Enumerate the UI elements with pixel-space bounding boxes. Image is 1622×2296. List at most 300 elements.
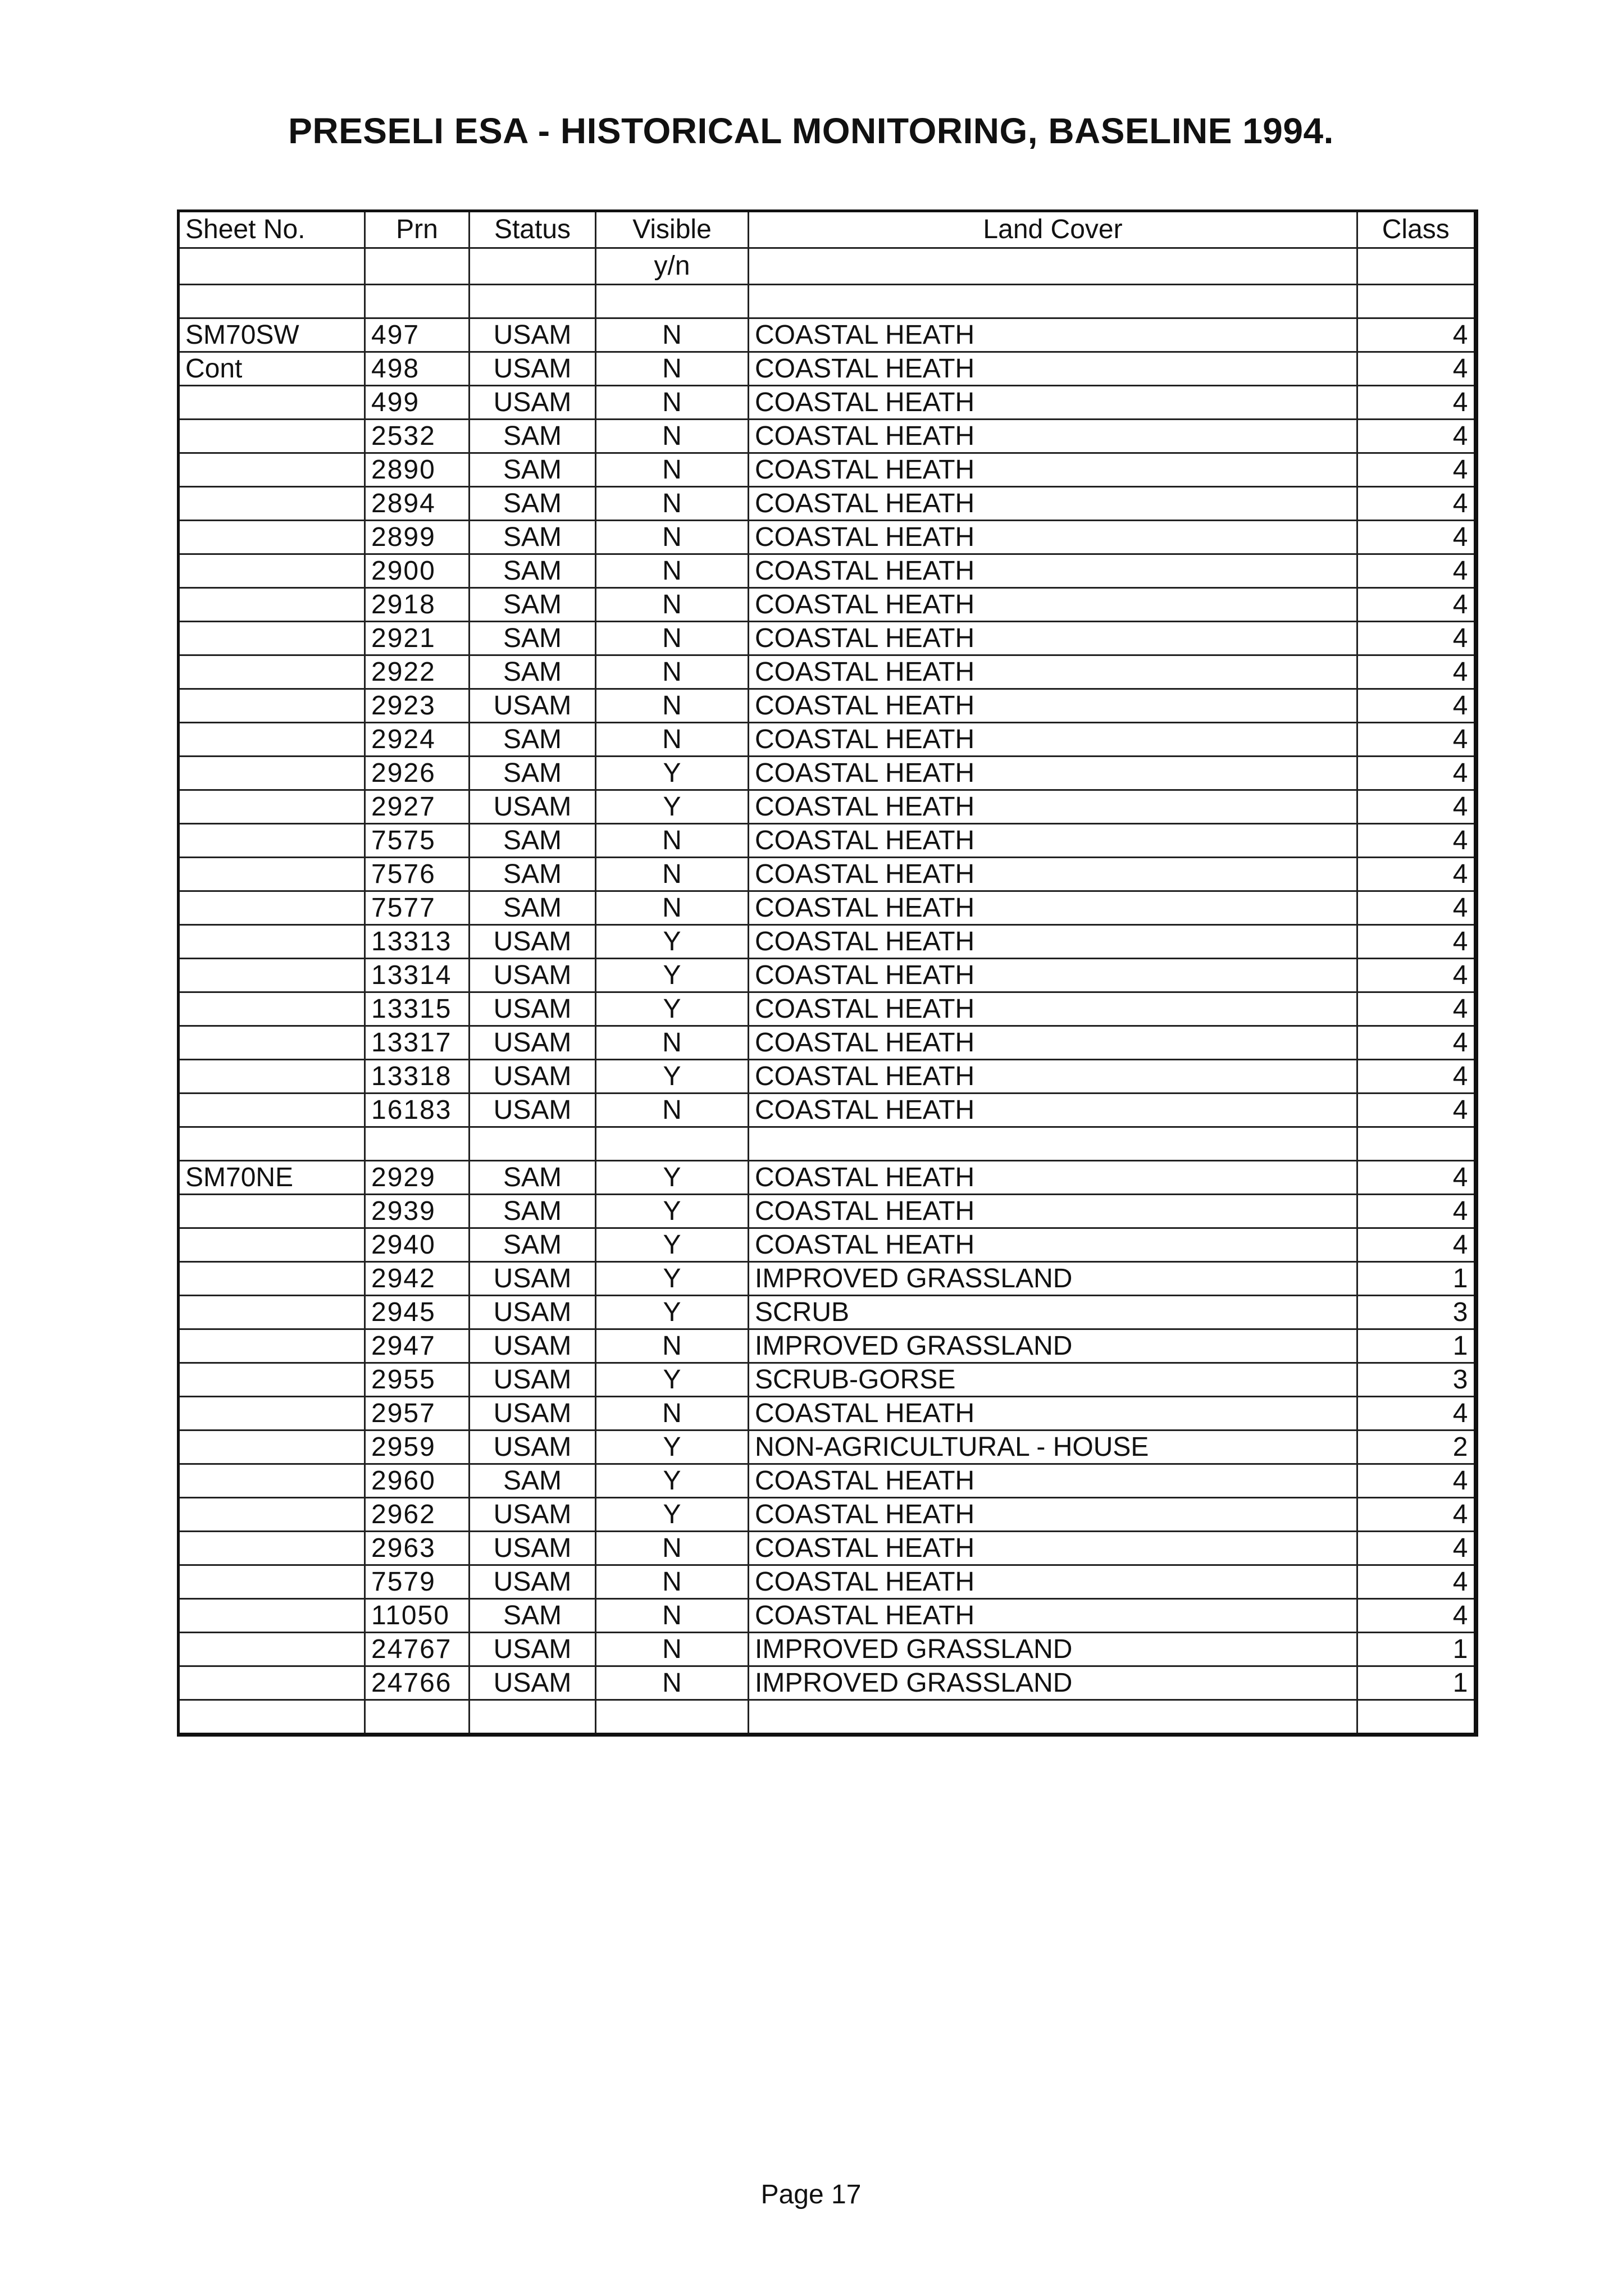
visible-cell: N [596, 386, 749, 420]
empty-cell [179, 1094, 365, 1127]
spacer-row [179, 1700, 1476, 1735]
status-cell: SAM [470, 1228, 596, 1262]
status-cell: SAM [470, 1195, 596, 1228]
table-row [179, 588, 1476, 622]
status-cell: USAM [470, 1565, 596, 1599]
prn-cell: 2945 [365, 1296, 470, 1329]
empty-cell [179, 1565, 365, 1599]
empty-cell [179, 824, 365, 858]
land-cover-cell: COASTAL HEATH [749, 925, 1357, 959]
empty-cell [179, 655, 365, 689]
header-status: Status [470, 211, 596, 248]
status-cell: SAM [470, 521, 596, 554]
visible-cell: N [596, 1026, 749, 1060]
table-row [179, 318, 1476, 352]
visible-cell: Y [596, 1161, 749, 1195]
prn-cell: 16183 [365, 1094, 470, 1127]
status-cell: USAM [470, 790, 596, 824]
land-cover-cell: COASTAL HEATH [749, 1565, 1357, 1599]
class-cell: 4 [1357, 554, 1476, 588]
table-row [179, 959, 1476, 992]
visible-cell: N [596, 1329, 749, 1363]
land-cover-cell: COASTAL HEATH [749, 1397, 1357, 1431]
status-cell: USAM [470, 318, 596, 352]
prn-cell: 24766 [365, 1666, 470, 1700]
land-cover-cell: COASTAL HEATH [749, 1599, 1357, 1633]
visible-cell: Y [596, 1363, 749, 1397]
table-row [179, 1094, 1476, 1127]
empty-cell [1357, 1700, 1476, 1735]
visible-cell: N [596, 1532, 749, 1565]
empty-cell [179, 453, 365, 487]
prn-cell: 2894 [365, 487, 470, 521]
empty-cell [179, 1633, 365, 1666]
prn-cell: 2899 [365, 521, 470, 554]
prn-cell: 2960 [365, 1464, 470, 1498]
prn-cell: 13315 [365, 992, 470, 1026]
visible-cell: N [596, 487, 749, 521]
empty-cell [1357, 285, 1476, 318]
land-cover-cell: COASTAL HEATH [749, 487, 1357, 521]
land-cover-cell: COASTAL HEATH [749, 1060, 1357, 1094]
status-cell: USAM [470, 1431, 596, 1464]
header-row [179, 211, 1476, 248]
visible-cell: N [596, 554, 749, 588]
land-cover-cell: COASTAL HEATH [749, 689, 1357, 723]
empty-cell [365, 1700, 470, 1735]
land-cover-cell: COASTAL HEATH [749, 1094, 1357, 1127]
class-cell: 4 [1357, 1161, 1476, 1195]
prn-cell: 497 [365, 318, 470, 352]
land-cover-cell: COASTAL HEATH [749, 723, 1357, 757]
land-cover-cell: COASTAL HEATH [749, 622, 1357, 655]
land-cover-cell: COASTAL HEATH [749, 1498, 1357, 1532]
empty-cell [179, 1329, 365, 1363]
prn-cell: 2922 [365, 655, 470, 689]
class-cell: 1 [1357, 1666, 1476, 1700]
land-cover-cell: NON-AGRICULTURAL - HOUSE [749, 1431, 1357, 1464]
visible-cell: Y [596, 1431, 749, 1464]
visible-cell: N [596, 1633, 749, 1666]
land-cover-cell: COASTAL HEATH [749, 1464, 1357, 1498]
prn-cell: 2947 [365, 1329, 470, 1363]
table-row [179, 1026, 1476, 1060]
prn-cell: 2959 [365, 1431, 470, 1464]
status-cell: SAM [470, 588, 596, 622]
land-cover-cell: COASTAL HEATH [749, 588, 1357, 622]
class-cell: 4 [1357, 689, 1476, 723]
empty-cell [179, 1599, 365, 1633]
visible-cell: Y [596, 757, 749, 790]
table-row [179, 1060, 1476, 1094]
table-row [179, 1464, 1476, 1498]
empty-cell [749, 1127, 1357, 1161]
visible-cell: Y [596, 992, 749, 1026]
land-cover-cell: COASTAL HEATH [749, 655, 1357, 689]
table-row [179, 757, 1476, 790]
table-row [179, 386, 1476, 420]
table-row [179, 824, 1476, 858]
prn-cell: 13314 [365, 959, 470, 992]
status-cell: USAM [470, 1666, 596, 1700]
empty-cell [179, 992, 365, 1026]
table-row [179, 487, 1476, 521]
table-row [179, 521, 1476, 554]
visible-cell: N [596, 858, 749, 891]
monitoring-table [177, 209, 1478, 1737]
prn-cell: 2940 [365, 1228, 470, 1262]
visible-cell: N [596, 352, 749, 386]
table-row [179, 1329, 1476, 1363]
visible-cell: N [596, 655, 749, 689]
table-row [179, 1195, 1476, 1228]
class-cell: 4 [1357, 1094, 1476, 1127]
table-row [179, 655, 1476, 689]
class-cell: 2 [1357, 1431, 1476, 1464]
land-cover-cell: COASTAL HEATH [749, 959, 1357, 992]
visible-cell: Y [596, 1195, 749, 1228]
class-cell: 4 [1357, 1464, 1476, 1498]
empty-cell [179, 1363, 365, 1397]
status-cell: USAM [470, 1498, 596, 1532]
empty-cell [179, 1296, 365, 1329]
land-cover-cell: COASTAL HEATH [749, 1161, 1357, 1195]
status-cell: SAM [470, 655, 596, 689]
header-prn: Prn [365, 211, 470, 248]
prn-cell: 2921 [365, 622, 470, 655]
prn-cell: 2923 [365, 689, 470, 723]
page-number: Page 17 [760, 2180, 862, 2210]
visible-cell: Y [596, 1464, 749, 1498]
status-cell: SAM [470, 453, 596, 487]
table-row [179, 1262, 1476, 1296]
empty-cell [179, 1498, 365, 1532]
prn-cell: 2939 [365, 1195, 470, 1228]
land-cover-cell: COASTAL HEATH [749, 318, 1357, 352]
empty-cell [179, 521, 365, 554]
visible-cell: N [596, 891, 749, 925]
prn-cell: 2924 [365, 723, 470, 757]
land-cover-cell: COASTAL HEATH [749, 420, 1357, 453]
status-cell: USAM [470, 925, 596, 959]
land-cover-cell: COASTAL HEATH [749, 521, 1357, 554]
table-row [179, 1397, 1476, 1431]
empty-cell [179, 1431, 365, 1464]
prn-cell: 2963 [365, 1532, 470, 1565]
visible-cell: N [596, 453, 749, 487]
prn-cell: 2942 [365, 1262, 470, 1296]
land-cover-cell: COASTAL HEATH [749, 453, 1357, 487]
status-cell: USAM [470, 386, 596, 420]
class-cell: 4 [1357, 723, 1476, 757]
empty-cell [179, 1262, 365, 1296]
empty-cell [470, 248, 596, 285]
visible-cell: N [596, 1666, 749, 1700]
status-cell: USAM [470, 1026, 596, 1060]
visible-cell: N [596, 689, 749, 723]
class-cell: 4 [1357, 420, 1476, 453]
class-cell: 4 [1357, 1228, 1476, 1262]
visible-cell: Y [596, 1296, 749, 1329]
visible-cell: N [596, 622, 749, 655]
land-cover-cell: IMPROVED GRASSLAND [749, 1329, 1357, 1363]
status-cell: SAM [470, 420, 596, 453]
status-cell: USAM [470, 689, 596, 723]
empty-cell [179, 1666, 365, 1700]
visible-cell: N [596, 1094, 749, 1127]
visible-cell: N [596, 588, 749, 622]
class-cell: 1 [1357, 1633, 1476, 1666]
status-cell: SAM [470, 858, 596, 891]
table-row [179, 622, 1476, 655]
empty-cell [179, 1026, 365, 1060]
class-cell: 4 [1357, 521, 1476, 554]
empty-cell [179, 588, 365, 622]
visible-cell: N [596, 1397, 749, 1431]
prn-cell: 13318 [365, 1060, 470, 1094]
class-cell: 4 [1357, 824, 1476, 858]
class-cell: 4 [1357, 757, 1476, 790]
header-land-cover: Land Cover [749, 211, 1357, 248]
status-cell: SAM [470, 554, 596, 588]
land-cover-cell: COASTAL HEATH [749, 858, 1357, 891]
class-cell: 4 [1357, 622, 1476, 655]
header-subrow [179, 248, 1476, 285]
land-cover-cell: COASTAL HEATH [749, 352, 1357, 386]
land-cover-cell: COASTAL HEATH [749, 1195, 1357, 1228]
class-cell: 4 [1357, 655, 1476, 689]
empty-cell [179, 891, 365, 925]
land-cover-cell: IMPROVED GRASSLAND [749, 1262, 1357, 1296]
status-cell: USAM [470, 1363, 596, 1397]
prn-cell: 2926 [365, 757, 470, 790]
land-cover-cell: COASTAL HEATH [749, 824, 1357, 858]
table-row [179, 992, 1476, 1026]
status-cell: USAM [470, 959, 596, 992]
table-row [179, 891, 1476, 925]
table-row [179, 1431, 1476, 1464]
status-cell: SAM [470, 487, 596, 521]
empty-cell [596, 1127, 749, 1161]
status-cell: SAM [470, 1599, 596, 1633]
table-row [179, 1532, 1476, 1565]
empty-cell [179, 622, 365, 655]
status-cell: USAM [470, 1060, 596, 1094]
visible-cell: Y [596, 925, 749, 959]
table-row [179, 1599, 1476, 1633]
class-cell: 4 [1357, 925, 1476, 959]
prn-cell: 498 [365, 352, 470, 386]
prn-cell: 7579 [365, 1565, 470, 1599]
prn-cell: 2900 [365, 554, 470, 588]
empty-cell [749, 248, 1357, 285]
table-row [179, 1161, 1476, 1195]
prn-cell: 2955 [365, 1363, 470, 1397]
class-cell: 4 [1357, 588, 1476, 622]
class-cell: 4 [1357, 453, 1476, 487]
empty-cell [179, 1127, 365, 1161]
land-cover-cell: SCRUB [749, 1296, 1357, 1329]
empty-cell [1357, 1127, 1476, 1161]
status-cell: USAM [470, 1262, 596, 1296]
table-row [179, 1363, 1476, 1397]
empty-cell [179, 386, 365, 420]
prn-cell: 2890 [365, 453, 470, 487]
status-cell: USAM [470, 352, 596, 386]
class-cell: 4 [1357, 992, 1476, 1026]
empty-cell [179, 248, 365, 285]
status-cell: USAM [470, 992, 596, 1026]
header-visible-sub: y/n [596, 248, 749, 285]
empty-cell [365, 285, 470, 318]
prn-cell: 7577 [365, 891, 470, 925]
empty-cell [470, 285, 596, 318]
empty-cell [179, 554, 365, 588]
prn-cell: 499 [365, 386, 470, 420]
status-cell: SAM [470, 723, 596, 757]
sheet-no-cell: SM70NE [179, 1161, 365, 1195]
class-cell: 4 [1357, 790, 1476, 824]
class-cell: 1 [1357, 1329, 1476, 1363]
class-cell: 4 [1357, 487, 1476, 521]
empty-cell [179, 1700, 365, 1735]
status-cell: SAM [470, 1161, 596, 1195]
status-cell: USAM [470, 1397, 596, 1431]
table-row [179, 790, 1476, 824]
empty-cell [179, 1195, 365, 1228]
visible-cell: Y [596, 790, 749, 824]
land-cover-cell: COASTAL HEATH [749, 554, 1357, 588]
table-row [179, 1296, 1476, 1329]
visible-cell: N [596, 723, 749, 757]
table-row [179, 420, 1476, 453]
land-cover-cell: COASTAL HEATH [749, 992, 1357, 1026]
empty-cell [179, 790, 365, 824]
status-cell: SAM [470, 622, 596, 655]
table-row [179, 1498, 1476, 1532]
status-cell: USAM [470, 1094, 596, 1127]
visible-cell: Y [596, 1060, 749, 1094]
table-row [179, 352, 1476, 386]
empty-cell [179, 1060, 365, 1094]
sheet-no-cell: SM70SW [179, 318, 365, 352]
empty-cell [179, 1464, 365, 1498]
table-row [179, 1666, 1476, 1700]
class-cell: 1 [1357, 1262, 1476, 1296]
empty-cell [179, 925, 365, 959]
table-body [179, 211, 1476, 1735]
visible-cell: Y [596, 1262, 749, 1296]
class-cell: 4 [1357, 318, 1476, 352]
visible-cell: N [596, 1599, 749, 1633]
empty-cell [1357, 248, 1476, 285]
class-cell: 4 [1357, 1498, 1476, 1532]
status-cell: SAM [470, 891, 596, 925]
empty-cell [179, 757, 365, 790]
prn-cell: 2918 [365, 588, 470, 622]
visible-cell: Y [596, 1498, 749, 1532]
status-cell: USAM [470, 1532, 596, 1565]
land-cover-cell: COASTAL HEATH [749, 757, 1357, 790]
visible-cell: N [596, 521, 749, 554]
empty-cell [179, 1397, 365, 1431]
visible-cell: N [596, 318, 749, 352]
table-row [179, 1565, 1476, 1599]
table-row [179, 453, 1476, 487]
status-cell: SAM [470, 824, 596, 858]
land-cover-cell: COASTAL HEATH [749, 1026, 1357, 1060]
prn-cell: 11050 [365, 1599, 470, 1633]
land-cover-cell: COASTAL HEATH [749, 891, 1357, 925]
land-cover-cell: SCRUB-GORSE [749, 1363, 1357, 1397]
class-cell: 4 [1357, 1060, 1476, 1094]
class-cell: 4 [1357, 1397, 1476, 1431]
sheet-no-cell: Cont [179, 352, 365, 386]
empty-cell [596, 285, 749, 318]
prn-cell: 13317 [365, 1026, 470, 1060]
class-cell: 4 [1357, 1532, 1476, 1565]
visible-cell: Y [596, 959, 749, 992]
empty-cell [365, 1127, 470, 1161]
prn-cell: 24767 [365, 1633, 470, 1666]
table-row [179, 858, 1476, 891]
prn-cell: 2927 [365, 790, 470, 824]
spacer-row [179, 285, 1476, 318]
visible-cell: N [596, 1565, 749, 1599]
table-row [179, 554, 1476, 588]
prn-cell: 2929 [365, 1161, 470, 1195]
class-cell: 3 [1357, 1363, 1476, 1397]
header-visible: Visible [596, 211, 749, 248]
class-cell: 3 [1357, 1296, 1476, 1329]
table-row [179, 1228, 1476, 1262]
table-row [179, 723, 1476, 757]
prn-cell: 13313 [365, 925, 470, 959]
land-cover-cell: COASTAL HEATH [749, 386, 1357, 420]
empty-cell [365, 248, 470, 285]
status-cell: USAM [470, 1296, 596, 1329]
land-cover-cell: COASTAL HEATH [749, 1532, 1357, 1565]
empty-cell [179, 689, 365, 723]
empty-cell [179, 487, 365, 521]
class-cell: 4 [1357, 1026, 1476, 1060]
status-cell: USAM [470, 1633, 596, 1666]
land-cover-cell: COASTAL HEATH [749, 790, 1357, 824]
empty-cell [749, 285, 1357, 318]
empty-cell [470, 1127, 596, 1161]
status-cell: SAM [470, 757, 596, 790]
class-cell: 4 [1357, 858, 1476, 891]
class-cell: 4 [1357, 386, 1476, 420]
header-sheet-no: Sheet No. [179, 211, 365, 248]
prn-cell: 7576 [365, 858, 470, 891]
land-cover-cell: IMPROVED GRASSLAND [749, 1633, 1357, 1666]
visible-cell: N [596, 420, 749, 453]
class-cell: 4 [1357, 352, 1476, 386]
empty-cell [179, 959, 365, 992]
table-row [179, 1633, 1476, 1666]
prn-cell: 2532 [365, 420, 470, 453]
land-cover-cell: COASTAL HEATH [749, 1228, 1357, 1262]
visible-cell: N [596, 824, 749, 858]
empty-cell [179, 420, 365, 453]
empty-cell [749, 1700, 1357, 1735]
table-row [179, 925, 1476, 959]
empty-cell [179, 1532, 365, 1565]
spacer-row [179, 1127, 1476, 1161]
prn-cell: 2962 [365, 1498, 470, 1532]
empty-cell [179, 723, 365, 757]
